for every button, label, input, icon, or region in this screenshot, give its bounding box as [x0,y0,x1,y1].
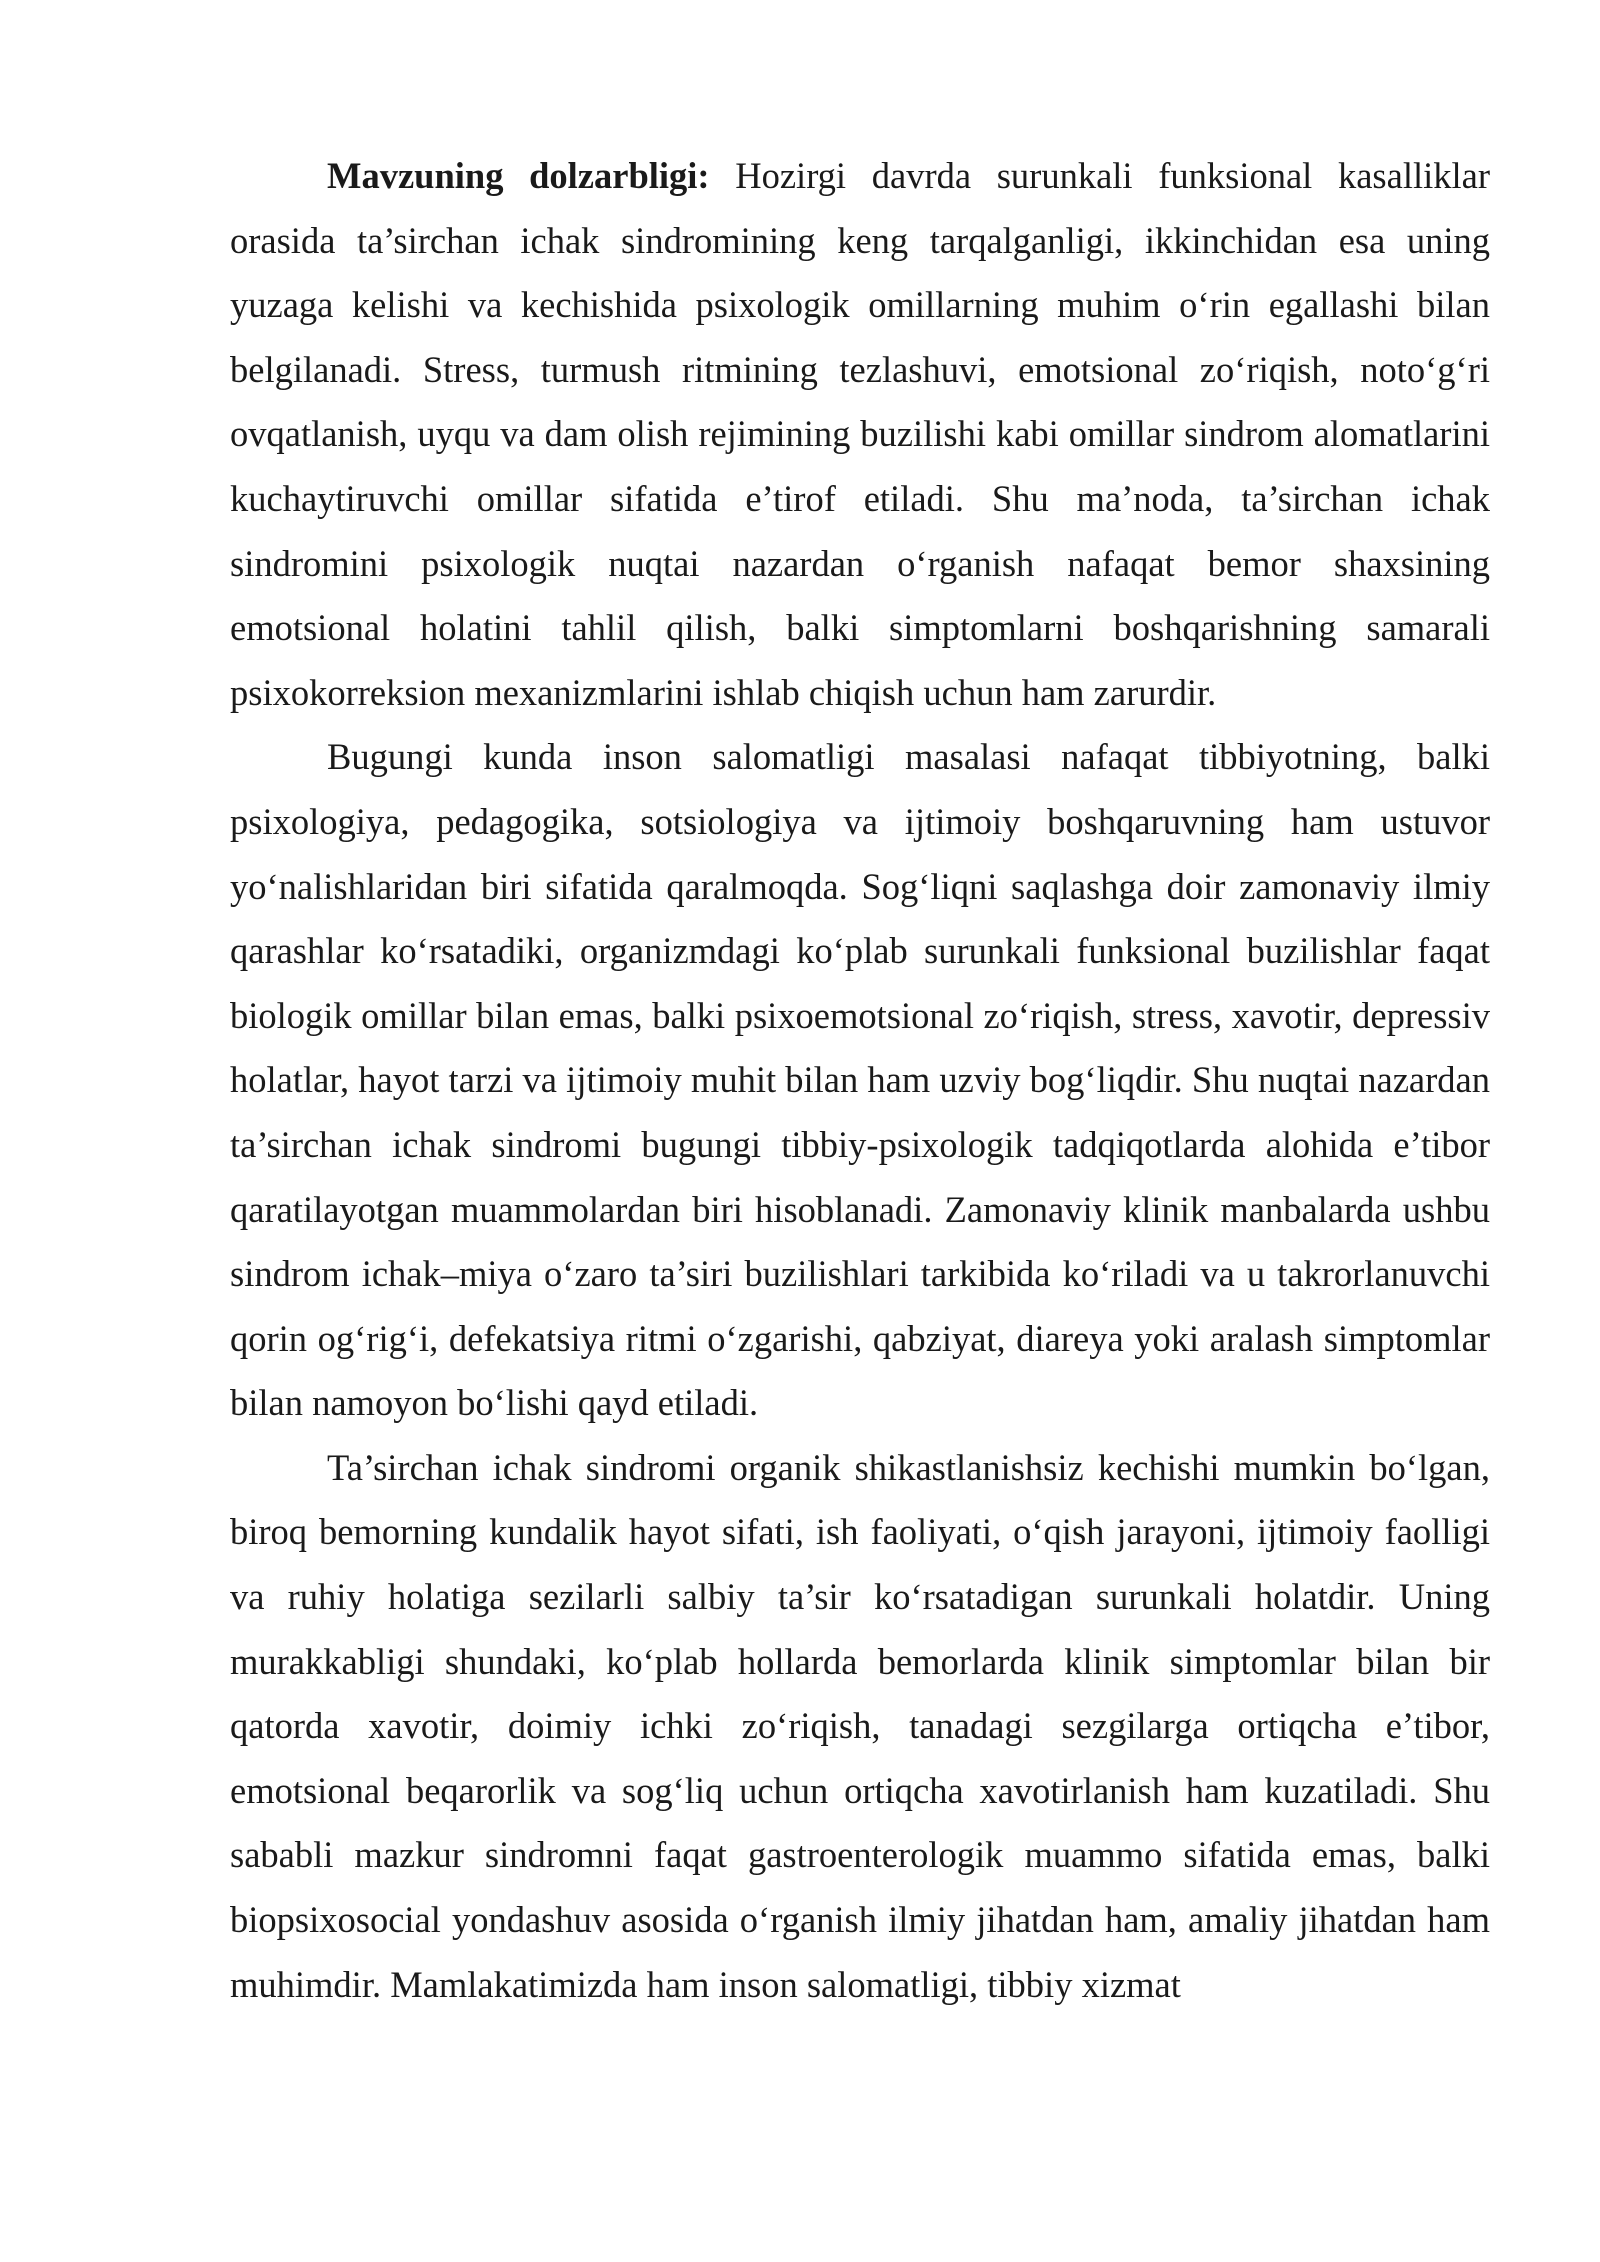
document-page [230,144,1490,2017]
paragraph-health-issues [230,725,1490,1436]
paragraph-lead-title: Mavzuning dolzarbligi: [327,155,710,196]
paragraph-text: Ta’sirchan ichak sindromi organik shikastlanishsiz kechishi mumkin bo‘lgan, biroq bemorning kundalik hayot sifati, ish faoliyati, o‘qish jarayoni, ijtimoiy faolligi va ruhiy holatiga sezilarli salbiy ta’sir ko‘rsatadigan surunkali holatdir. Uning murakkabligi shundaki, ko‘plab hollarda bemorlarda klinik simptomlar bilan bir qatorda xavotir, doimiy ichki zo‘riqish, tanadagi sezgilarga ortiqcha e’tibor, emotsional beqarorlik va sog‘liq uchun ortiqcha xavotirlanish ham kuzatiladi. Shu sababli mazkur sindromni faqat gastroenterologik muammo sifatida emas, balki biopsixosocial yondashuv asosida o‘rganish ilmiy jihatdan ham, amaliy jihatdan ham muhimdir. Mamlakatimizda ham inson salomatligi, tibbiy xizmat [230,1446,1490,2005]
paragraph-ibs-description [230,1436,1490,2017]
paragraph-text: Hozirgi davrda surunkali funksional kasalliklar orasida ta’sirchan ichak sindromining keng tarqalganligi, ikkinchidan esa uning yuzaga kelishi va kechishida psixologik omillarning muhim o‘rin egallashi bilan belgilanadi. Stress, turmush ritmining tezlashuvi, emotsional zo‘riqish, noto‘g‘ri ovqatlanish, uyqu va dam olish rejimining buzilishi kabi omillar sindrom alomatlarini kuchaytiruvchi omillar sifatida e’tirof etiladi. Shu ma’noda, ta’sirchan ichak sindromini psixologik nuqtai nazardan o‘rganish nafaqat bemor shaxsining emotsional holatini tahlil qilish, balki simptomlarni boshqarishning samarali psixokorreksion mexanizmlarini ishlab chiqish uchun ham zarurdir. [230,155,1490,713]
paragraph-text: Bugungi kunda inson salomatligi masalasi nafaqat tibbiyotning, balki psixologiya, pedagogika, sotsiologiya va ijtimoiy boshqaruvning ham ustuvor yo‘nalishlaridan biri sifatida qaralmoqda. Sog‘liqni saqlashga doir zamonaviy ilmiy qarashlar ko‘rsatadiki, organizmdagi ko‘plab surunkali funksional buzilishlar faqat biologik omillar bilan emas, balki psixoemotsional zo‘riqish, stress, xavotir, depressiv holatlar, hayot tarzi va ijtimoiy muhit bilan ham uzviy bog‘liqdir. Shu nuqtai nazardan ta’sirchan ichak sindromi bugungi tibbiy-psixologik tadqiqotlarda alohida e’tibor qaratilayotgan muammolardan biri hisoblanadi. Zamonaviy klinik manbalarda ushbu sindrom ichak–miya o‘zaro ta’siri buzilishlari tarkibida ko‘riladi va u takrorlanuvchi qorin og‘rig‘i, defekatsiya ritmi o‘zgarishi, qabziyat, diareya yoki aralash simptomlar bilan namoyon bo‘lishi qayd etiladi. [230,736,1490,1424]
paragraph-relevance [230,144,1490,725]
